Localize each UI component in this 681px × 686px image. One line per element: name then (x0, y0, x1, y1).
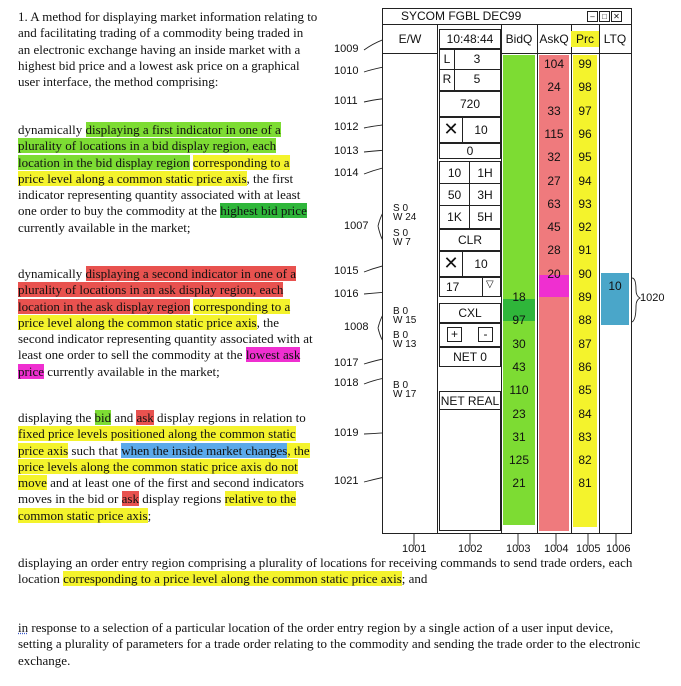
header-ltq: LTQ (603, 32, 627, 46)
text: currently available in the market; (18, 219, 191, 235)
text: displaying the (18, 410, 95, 425)
price-cell: 82 (578, 453, 592, 468)
text: dynamically (18, 266, 86, 281)
price-cell: 85 (578, 383, 592, 398)
default-qty-box (439, 117, 501, 143)
claim-step-display (18, 410, 318, 524)
maximize-button[interactable]: □ (599, 11, 610, 22)
highlight-magenta: lowest ask price (18, 347, 301, 379)
text: display regions (138, 491, 225, 507)
claim-step-ask (18, 266, 318, 380)
ref-1002: 1002 (458, 543, 483, 555)
header-rule (383, 53, 437, 54)
ew-w: W 7 (393, 237, 411, 248)
header-ew: E/W (398, 32, 422, 46)
ref-1009: 1009 (334, 43, 359, 55)
ew-b: B 0 (393, 306, 409, 317)
ref-1020: 1020 (640, 292, 665, 304)
trading-window (382, 8, 632, 534)
plus-minus-box (439, 323, 501, 347)
ew-w: W 13 (393, 339, 417, 350)
text: dynamically (18, 122, 86, 137)
text: currently available in the market; (43, 363, 220, 379)
qty-50-button[interactable]: 50 (447, 188, 462, 202)
ref-1010: 1010 (334, 65, 359, 77)
qty-5h-button[interactable]: 5H (477, 210, 493, 224)
rule (440, 183, 500, 184)
qty-select[interactable] (439, 277, 501, 297)
price-cell: 88 (578, 313, 592, 328)
ew-sell-2 (393, 229, 411, 247)
ref-1004: 1004 (544, 543, 569, 555)
askq-cell: 20 (547, 266, 561, 281)
bidq-cell: 30 (512, 336, 526, 351)
ew-s: S 0 (393, 228, 409, 239)
rule (440, 69, 500, 70)
highlight-red: ask (136, 410, 154, 425)
text: and (111, 410, 137, 425)
price-cell: 98 (578, 80, 592, 95)
highlight-blue: when the inside market changes (121, 442, 288, 458)
ref-1015: 1015 (334, 265, 359, 277)
clr-button[interactable]: CLR (439, 229, 501, 251)
askq-cell: 63 (547, 196, 561, 211)
ref-1017: 1017 (334, 357, 359, 369)
ew-w: W 17 (393, 389, 417, 400)
askq-cell: 27 (547, 173, 561, 188)
qty-3h-button[interactable]: 3H (477, 188, 493, 202)
ew-s: S 0 (393, 203, 409, 214)
ref-1021: 1021 (334, 475, 359, 487)
bidq-cell: 23 (512, 406, 526, 421)
price-cell: 83 (578, 429, 592, 444)
net-zero-button[interactable]: NET 0 (439, 347, 501, 367)
highlight-yellow: corresponding to a price level along a common static price axis (18, 154, 290, 186)
text: ; (147, 507, 152, 523)
ref-1016: 1016 (334, 288, 359, 300)
price-cell: 96 (578, 126, 592, 141)
text: ; and (401, 571, 428, 587)
order-entry-area[interactable] (439, 409, 501, 531)
ltq-value: 10 (608, 279, 622, 293)
price-cell: 90 (578, 266, 592, 281)
highlight-green: displaying a first indicator in one of a plurality of locations in a bid display region, each location in the bid display region (18, 122, 281, 170)
chevron-down-icon[interactable]: ▽ (486, 279, 494, 290)
askq-cell: 45 (547, 220, 561, 235)
plus-button[interactable]: + (447, 327, 462, 342)
ref-1005: 1005 (576, 543, 601, 555)
text: response to a selection of a particular location of the order entry region by a single action of a user input device, setting a plurality of parameters for a trade order relating to the commodity and sending the trade order to the electronic exchange. (18, 620, 641, 668)
highlight-yellow: corresponding to a price level along the common static price axis (18, 298, 291, 330)
text: display regions in relation to (153, 410, 306, 425)
bidq-cell: 110 (509, 383, 529, 398)
lr-box (439, 49, 501, 91)
text: , the first indicator representing quantity associated with at least one order to buy the commodity at the (18, 170, 301, 219)
ref-1001: 1001 (402, 543, 427, 555)
clear-x-icon[interactable]: ✕ (443, 253, 459, 273)
highlight-yellow: , the price levels along the common static price axis do not move (18, 442, 310, 491)
default-qty-box-2 (439, 251, 501, 277)
highlight-yellow: corresponding to a price level along the common static price axis (63, 571, 402, 587)
minimize-button[interactable]: – (587, 11, 598, 22)
rule (482, 278, 483, 296)
r-label: R (442, 72, 452, 86)
highlight-red: ask (121, 491, 139, 507)
qty-zero: 0 (439, 143, 501, 159)
price-cell: 97 (578, 103, 592, 118)
highlight-yellow: relative to the common static price axis (18, 491, 297, 523)
price-cell: 87 (578, 336, 592, 351)
text: and at least one of the first and second indicators moves in the bid or (18, 475, 304, 507)
ew-w: W 15 (393, 315, 417, 326)
price-cell: 92 (578, 220, 592, 235)
claim-step-bid (18, 122, 318, 236)
askq-cell: 115 (544, 126, 564, 141)
cxl-button[interactable]: CXL (439, 303, 501, 323)
text: in (18, 620, 29, 635)
price-cell: 81 (578, 476, 592, 491)
header-askq: AskQ (539, 32, 569, 46)
ref-1014: 1014 (334, 167, 359, 179)
text: such that (68, 442, 122, 458)
ref-1018: 1018 (334, 377, 359, 389)
default-qty-value: 10 (474, 123, 488, 137)
price-cell: 86 (578, 359, 592, 374)
highlight-red: displaying a second indicator in one of a plurality of locations in an ask display region, each location in the ask display region (18, 266, 296, 314)
askq-cell: 33 (547, 103, 561, 118)
price-cell: 89 (578, 290, 592, 304)
highlight-green: bid (94, 410, 112, 425)
bidq-cell: 125 (508, 453, 530, 468)
ew-buy-3 (393, 381, 416, 399)
askq-cell: 24 (547, 80, 561, 95)
ew-sell-1 (393, 204, 416, 222)
ew-buy-1 (393, 307, 416, 325)
clock-display: 10:48:44 (439, 29, 501, 49)
rule (462, 118, 463, 142)
clear-x-icon[interactable]: ✕ (443, 119, 459, 139)
price-cell: 94 (578, 173, 592, 188)
rule (462, 252, 463, 276)
bidq-cell: 18 (512, 290, 526, 304)
ref-1008: 1008 (344, 321, 369, 333)
minus-button[interactable]: - (478, 327, 493, 342)
header-bidq: BidQ (505, 32, 533, 46)
header-prc: Prc (571, 31, 599, 47)
bidq-cell: 43 (512, 359, 526, 374)
window-title: SYCOM FGBL DEC99 (401, 9, 522, 23)
l-label: L (443, 52, 451, 66)
qty-button-grid (439, 161, 501, 229)
ew-b: B 0 (393, 380, 409, 391)
bidq-cell: 97 (512, 313, 526, 328)
ref-1006: 1006 (606, 543, 631, 555)
askq-cell: 32 (547, 150, 561, 165)
patent-figure (330, 0, 681, 560)
rule (440, 205, 500, 206)
net-real-button[interactable]: NET REAL (439, 391, 501, 411)
col-divider (437, 25, 438, 533)
close-button[interactable]: ✕ (611, 11, 622, 22)
default-qty-value: 10 (474, 257, 488, 271)
qty-10-button[interactable]: 10 (447, 166, 462, 180)
ew-w: W 24 (393, 212, 417, 223)
qty-1k-button[interactable]: 1K (447, 210, 462, 224)
ref-1003: 1003 (506, 543, 531, 555)
bidq-cell: 31 (512, 429, 526, 444)
claim-step-send-order (18, 620, 648, 669)
bidq-cell: 21 (512, 476, 526, 491)
qty-select-value: 17 (446, 280, 460, 294)
ref-1012: 1012 (334, 121, 359, 133)
price-cell: 93 (578, 196, 592, 211)
price-cell: 84 (578, 406, 592, 421)
price-cell: 99 (578, 57, 592, 71)
highlight-dark-green: highest bid price (220, 203, 307, 219)
l-value[interactable]: 3 (473, 52, 481, 66)
text: , the second indicator representing quantity associated with at least one order to sell the commodity at the (18, 314, 313, 363)
qty-1h-button[interactable]: 1H (477, 166, 493, 180)
ref-1007: 1007 (344, 220, 369, 232)
title-bar (383, 9, 631, 25)
ew-buy-2 (393, 331, 416, 349)
header-rule (501, 53, 631, 54)
col-divider (599, 25, 600, 533)
text: displaying an order entry region comprising a plurality of locations for receiving commands to send trade orders, each location (18, 555, 633, 587)
r-value[interactable]: 5 (473, 72, 481, 86)
ref-1011: 1011 (334, 95, 358, 107)
ref-1013: 1013 (334, 145, 359, 157)
highlight-yellow: fixed price levels positioned along the common static price axis (18, 426, 296, 458)
ew-b: B 0 (393, 330, 409, 341)
price-cell: 95 (578, 150, 592, 165)
claim-preamble: 1. A method for displaying market information relating to and facilitating trading of a commodity being traded in an electronic exchange having an inside market with a highest bid price and a lowest ask price on a graphical user interface, the method comprising: (18, 9, 318, 90)
ref-1019: 1019 (334, 427, 359, 439)
askq-cell: 104 (543, 57, 565, 71)
askq-cell: 28 (547, 243, 561, 258)
qty-field[interactable]: 720 (439, 91, 501, 117)
price-cell: 91 (578, 243, 592, 258)
